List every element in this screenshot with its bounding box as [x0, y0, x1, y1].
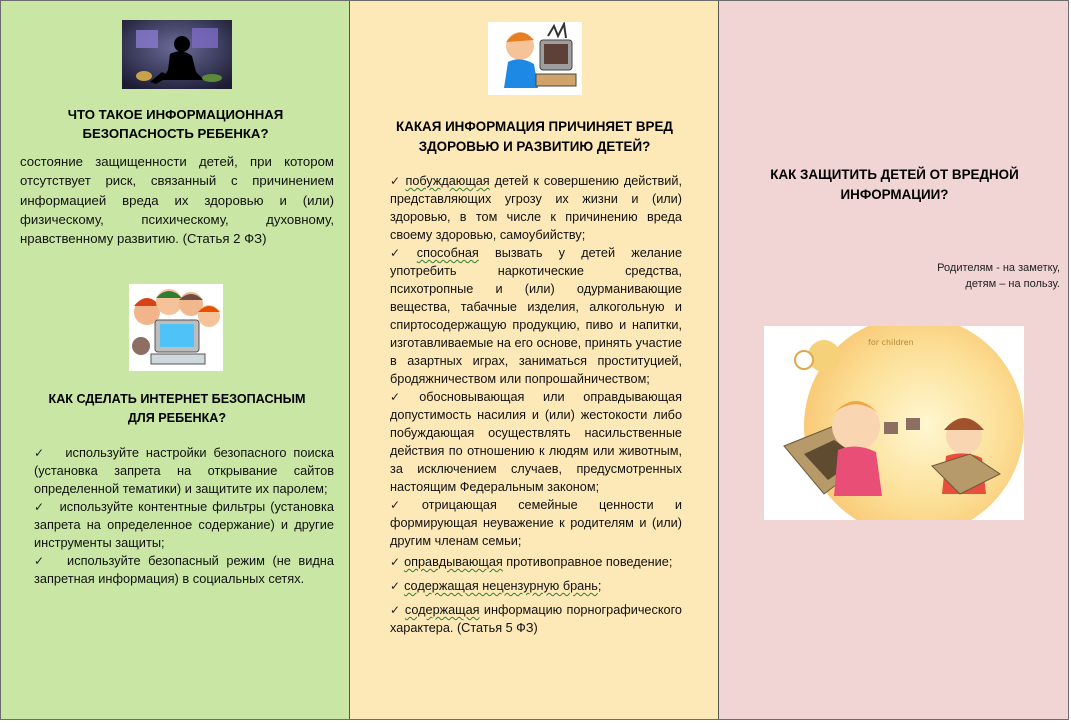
item-text: вызвать у детей желание употребить наркотические средства, психотропные и (или) одурманивающие вещества, табачные изделия, алкогольную и спиртосодержащую продукцию, пиво и напитки, изготавливаемые на его основе, принять участие в азартных играх, заниматься проституцией, бродяжничеством или попрошайничеством;	[390, 246, 682, 386]
heading-line: ЧТО ТАКОЕ ИНФОРМАЦИОННАЯ	[67, 107, 284, 122]
tip-text: используйте контентные фильтры (установка запрета на определенное содержание) и другие инструменты защиты;	[34, 499, 334, 550]
heading-harmful-info	[350, 117, 719, 156]
item-lead: способная	[416, 246, 479, 260]
note-line: Родителям - на заметку,	[937, 262, 1060, 274]
item-text: обосновывающая или оправдывающая допустимость насилия и (или) жестокости либо побуждающая осуществлять насильственные действия по отношению к людям или животным, за исключением случаев, предусмотренных настоящим Федеральным законом;	[390, 390, 682, 494]
check-icon: ✓	[390, 390, 416, 404]
item-lead: оправдывающая	[404, 555, 503, 569]
check-icon: ✓	[34, 554, 49, 568]
heading-line: КАК СДЕЛАТЬ ИНТЕРНЕТ БЕЗОПАСНЫМ	[48, 392, 306, 406]
children-tv-illustration	[764, 326, 1024, 520]
image-caption: for children	[868, 338, 914, 347]
check-icon: ✓	[390, 174, 402, 188]
harmful-info-list	[390, 172, 682, 637]
check-icon: ✓	[390, 555, 401, 569]
definition-text: состояние защищенности детей, при котором отсутствует риск, связанный с причинением информацией вреда их здоровью и (или) физическому, психическому, духовному, нравственному развитию. (Статья 2 ФЗ)	[20, 154, 334, 247]
item-text: детей к совершению действий, представляющих угрозу их жизни и (или) здоровью, в том числе к причинению вреда своему здоровью, самоубийству;	[390, 174, 682, 242]
parents-note	[760, 260, 1060, 292]
safety-tips-list	[34, 444, 334, 588]
tip-text: используйте безопасный режим (не видна запретная информация) в социальных сетях.	[34, 553, 334, 586]
check-icon: ✓	[390, 498, 418, 512]
check-icon: ✓	[34, 446, 48, 460]
item-text: отрицающая семейные ценности и формирующая неуважение к родителям и (или) другим членам семьи;	[390, 498, 682, 548]
list-item	[34, 444, 334, 498]
heading-line: ДЛЯ РЕБЕНКА?	[127, 411, 227, 425]
list-item	[390, 577, 682, 595]
item-text: противоправное поведение;	[502, 555, 673, 569]
child-computer-silhouette-image	[122, 20, 232, 89]
list-item	[34, 552, 334, 588]
heading-line: БЕЗОПАСНОСТЬ РЕБЕНКА?	[82, 126, 269, 141]
check-icon: ✓	[390, 579, 401, 593]
heading-line: КАК ЗАЩИТИТЬ ДЕТЕЙ ОТ ВРЕДНОЙ	[770, 167, 1019, 182]
list-item	[390, 172, 682, 244]
check-icon: ✓	[390, 603, 401, 617]
list-item	[390, 601, 682, 637]
heading-line: ИНФОРМАЦИИ?	[840, 186, 949, 202]
boy-at-computer-image	[488, 22, 582, 95]
item-lead: побуждающая	[405, 174, 490, 188]
heading-protect-children	[719, 165, 1068, 204]
heading-make-internet-safe	[1, 390, 350, 428]
panel-protect-children	[719, 1, 1068, 719]
item-lead: содержащая	[404, 603, 480, 617]
check-icon: ✓	[390, 246, 413, 260]
list-item	[390, 553, 682, 571]
heading-line: ЗДОРОВЬЮ И РАЗВИТИЮ ДЕТЕЙ?	[418, 138, 651, 154]
item-lead: содержащая нецензурную брань	[404, 579, 598, 593]
list-item	[390, 496, 682, 550]
item-text: ;	[597, 579, 602, 593]
heading-line: КАКАЯ ИНФОРМАЦИЯ ПРИЧИНЯЕТ ВРЕД	[396, 119, 673, 134]
heading-what-is-info-security	[1, 105, 350, 143]
note-line: детям – на пользу.	[965, 278, 1060, 290]
list-item	[390, 244, 682, 388]
check-icon: ✓	[34, 500, 46, 514]
item-text: информацию порнографического характера. (Статья 5 ФЗ)	[390, 603, 682, 635]
kids-with-computer-image	[129, 284, 223, 371]
list-item	[34, 498, 334, 552]
tip-text: используйте настройки безопасного поиска (установка запрета на открывание сайтов определенной тематики) и защитите их паролем;	[34, 445, 334, 496]
list-item	[390, 388, 682, 496]
panel-info-security	[1, 1, 350, 719]
panel-harmful-info	[350, 1, 719, 719]
